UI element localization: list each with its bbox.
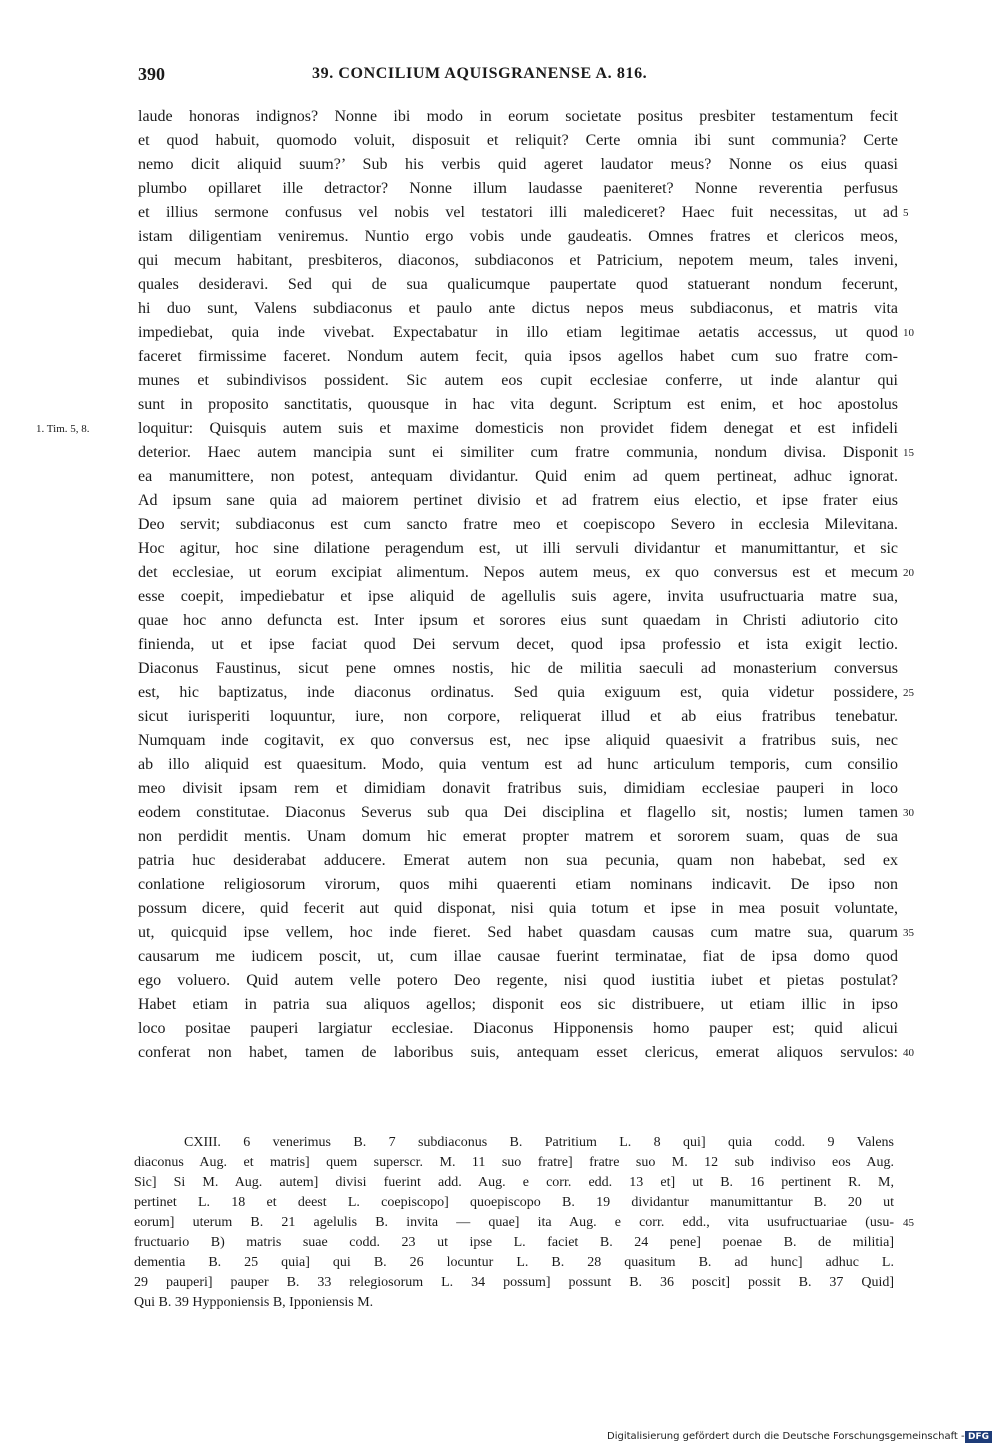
text-line: deterior. Haec autem mancipia sunt ei similiter cum fratre communia, nondum divisa. Disponit <box>138 444 898 461</box>
text-line: quales desideravi. Sed qui de sua qualicumque paupertate quod statuerant nondum fecerunt, <box>138 276 898 293</box>
page-number: 390 <box>138 64 165 84</box>
text-line: conferat non habet, tamen de laboribus suis, antequam esset clericus, emerat aliquos servulos: <box>138 1044 898 1061</box>
text-line: Deo servit; subdiaconus est cum sancto fratre meo et coepiscopo Severo in ecclesia Milevitana. <box>138 516 898 533</box>
text-line: conlatione religiosorum virorum, quos mihi quaerenti etiam nominans indicavit. De ipso non <box>138 876 898 893</box>
text-line: finienda, ut et ipse faciat quod Dei servum decet, quod ipsa professio et ista exigit lectio. <box>138 636 898 653</box>
text-line: meo divisit ipsam rem et dimidiam donavit fratribus suis, dimidiam ecclesiae pauperi in loco <box>138 780 898 797</box>
text-line: ego voluero. Quid autem velle potero Deo regente, nisi quod iustitia iubet et pietas postulat? <box>138 972 898 989</box>
apparatus-line: diaconus Aug. et matris] quem superscr. M. 11 suo fratre] fratre suo M. 12 sub indiviso eos Aug. <box>134 1155 894 1170</box>
text-line: possum dicere, quid fecerit aut quid disponat, nisi quia totum et ipse in mea posuit voluntate, <box>138 900 898 917</box>
text-line: quae hoc anno defuncta est. Inter ipsum et sorores eius sunt quaedam in Christi adiutorio cito <box>138 612 898 629</box>
text-line: Habet etiam in patria sua aliquos agellos; disponit eos sic distribuere, ut etiam illic in ipso <box>138 996 898 1013</box>
line-number: 25 <box>903 687 914 699</box>
text-line: eodem constitutae. Diaconus Severus sub qua Dei disciplina et flagello sit, nostis; lumen tamen <box>138 804 898 821</box>
apparatus-line-number: 45 <box>903 1217 914 1229</box>
text-line: sicut iurisperiti loquuntur, iure, non corpore, reliquerat illud et ab eius fratribus tenebatur. <box>138 708 898 725</box>
text-line: sunt in proposito sanctitatis, quousque in hac vita degunt. Scriptum est enim, et hoc apostolus <box>138 396 898 413</box>
text-line: det ecclesiae, ut eorum excipiat alimentum. Nepos autem meus, ex quo conversus est et mecum <box>138 564 898 581</box>
line-number: 30 <box>903 807 914 819</box>
text-line: est, hic baptizatus, inde diaconus ordinatus. Sed quia exiguum est, quia videtur possidere, <box>138 684 898 701</box>
text-line: esse coepit, impediebatur et ipse aliquid de agellulis suis agere, invita usufructuaria matre sua, <box>138 588 898 605</box>
margin-reference: 1. Tim. 5, 8. <box>36 423 90 435</box>
text-line: plumbo opillaret ille detractor? Nonne illum laudasse paeniteret? Nonne reverentia perfusus <box>138 180 898 197</box>
line-number: 15 <box>903 447 914 459</box>
apparatus-line: pertinet L. 18 et deest L. coepiscopo] quoepiscopo B. 19 dividantur manumittantur B. 20 ut <box>134 1195 894 1210</box>
text-line: loquitur: Quisquis autem suis et maxime domesticis non providet fidem denegat et est infideli <box>138 420 898 437</box>
apparatus-line: Sic] Si M. Aug. autem] divisi fuerint add. Aug. e corr. edd. 13 et] ut B. 16 pertinent R. M, <box>134 1175 894 1190</box>
text-line: istam diligentiam veniremus. Nuntio ergo vobis unde gaudeatis. Omnes fratres et clericos meos, <box>138 228 898 245</box>
line-number: 20 <box>903 567 914 579</box>
apparatus-line: eorum] uterum B. 21 agelulis B. invita — quae] ita Aug. e corr. edd., vita usufructuariae (usu- <box>134 1215 894 1230</box>
text-line: ut, quicquid ipse vellem, hoc inde fieret. Sed habet quasdam causas cum matre sua, quarum <box>138 924 898 941</box>
text-line: munes et subindivisos possident. Sic autem eos cupit ecclesiae conferre, ut inde alantur qui <box>138 372 898 389</box>
apparatus-line: dementia B. 25 quia] qui B. 26 locuntur L. B. 28 quasitum B. ad hunc] adhuc L. <box>134 1255 894 1270</box>
text-line: Diaconus Faustinus, sicut pene omnes nostis, hic de militia saeculi ad monasterium conversus <box>138 660 898 677</box>
text-line: nemo dicit aliquid suum?’ Sub his verbis quid ageret laudator meus? Nonne os eius quasi <box>138 156 898 173</box>
digitization-credit: Digitalisierung gefördert durch die Deutsche Forschungsgemeinschaft - <box>607 1431 965 1442</box>
text-line: qui mecum habitant, presbiteros, diaconos, subdiaconos et Patricium, nepotem meum, tales inveni, <box>138 252 898 269</box>
text-line: Numquam inde cogitavit, ex quo conversus est, nec ipse aliquid quaesivit a fratribus suis, nec <box>138 732 898 749</box>
text-line: impediebat, quia inde vivebat. Expectabatur in illo etiam legitimae aetatis accessus, ut quod <box>138 324 898 341</box>
apparatus-line: 29 pauperi] pauper B. 33 relegiosorum L. 34 possum] possunt B. 36 poscit] possit B. 37 Quid] <box>134 1275 894 1290</box>
apparatus-line: CXIII. 6 venerimus B. 7 subdiaconus B. Patritium L. 8 qui] quia codd. 9 Valens <box>184 1135 894 1150</box>
text-line: Hoc agitur, hoc sine dilatione peragendum est, ut illi servuli dividantur et manumittantur, et sic <box>138 540 898 557</box>
line-number: 5 <box>903 207 909 219</box>
text-line: loco positae pauperi largiatur ecclesiae. Diaconus Hipponensis homo pauper est; quid alicui <box>138 1020 898 1037</box>
running-title: 39. CONCILIUM AQUISGRANENSE A. 816. <box>312 65 648 82</box>
page-header <box>138 64 898 88</box>
text-line: et quod habuit, quomodo voluit, disposuit et reliquit? Certe omnia ibi sunt communia? Certe <box>138 132 898 149</box>
line-number: 40 <box>903 1047 914 1059</box>
text-line: hi duo sunt, Valens subdiaconus et paulo ante dictus nepos meus subdiaconus, et matris vita <box>138 300 898 317</box>
line-number: 10 <box>903 327 914 339</box>
text-line: causarum me iudicem poscit, ut, cum illae causae fuerint terminatae, fiat de ipsa domo quod <box>138 948 898 965</box>
text-line: laude honoras indignos? Nonne ibi modo in eorum societate positus presbiter testamentum fecit <box>138 108 898 125</box>
line-number: 35 <box>903 927 914 939</box>
text-line: patria huc desiderabat adducere. Emerat autem non sua pecunia, quam non habebat, sed ex <box>138 852 898 869</box>
text-line: non perdidit mentis. Unam domum hic emerat propter matrem et sororem suam, quas de sua <box>138 828 898 845</box>
text-line: et illius sermone confusus vel nobis vel testatori illi malediceret? Haec fuit necessitas, ut ad <box>138 204 898 221</box>
apparatus-line: Qui B. 39 Hypponiensis B, Ipponiensis M. <box>134 1295 374 1310</box>
apparatus-line: fructuario B) matris suae codd. 23 ut ipse L. faciet B. 24 pene] poenae B. de militia] <box>134 1235 894 1250</box>
text-line: ea manumittere, non potest, antequam dividantur. Quid enim ad quem pertineat, adhuc ignorat. <box>138 468 898 485</box>
text-line: ab illo aliquid est quaesitum. Modo, quia ventum est ad hunc articulum temporis, cum consilio <box>138 756 898 773</box>
text-line: Ad ipsum sane quia ad maiorem pertinet divisio et ad fratrem eius electio, et ipse frater eius <box>138 492 898 509</box>
text-line: faceret firmissime faceret. Nondum autem fecit, quia ipsos agellos habet cum suo fratre com- <box>138 348 898 365</box>
dfg-logo: DFG <box>965 1431 992 1443</box>
